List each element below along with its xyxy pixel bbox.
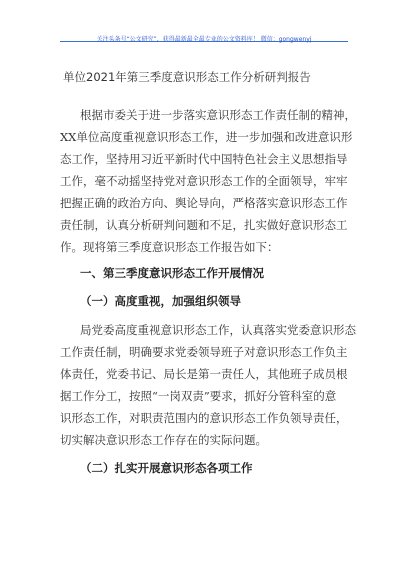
header-banner — [60, 26, 348, 42]
paragraph-line: 责任制，认真分析研判问题和不足，扎实做好意识形态工 — [60, 218, 348, 232]
paragraph-line: 态工作，坚持用习近平新时代中国特色社会主义思想指导 — [60, 152, 348, 166]
paragraph-line: 根据市委关于进一步落实意识形态工作责任制的精神， — [80, 108, 356, 122]
subsection-heading: （二）扎实开展意识形态各项工作 — [80, 461, 253, 475]
paragraph-line: 作。现将第三季度意识形态工作报告如下： — [60, 240, 279, 254]
paragraph-line: 体责任，党委书记、局长是第一责任人，其他班子成员根 — [60, 367, 348, 381]
paragraph-line: 工作责任制，明确要求党委领导班子对意识形态工作负主 — [60, 345, 348, 359]
subsection-heading: （一）高度重视，加强组织领导 — [80, 294, 241, 308]
paragraph-line: XX单位高度重视意识形态工作，进一步加强和改进意识形 — [60, 130, 353, 144]
paragraph-line: 识形态工作，对职责范围内的意识形态工作负领导责任， — [60, 411, 348, 425]
paragraph-line: 局党委高度重视意识形态工作，认真落实党委意识形态 — [80, 323, 356, 337]
document-title: 单位2021年第三季度意识形态工作分析研判报告 — [63, 70, 311, 84]
paragraph-line: 工作，毫不动摇坚持党对意识形态工作的全面领导，牢牢 — [60, 174, 348, 188]
banner-text: 关注头条号“公文研究”，获得最新最全最专业的公文资料库！ 微信：gongwenyj — [96, 36, 312, 43]
section-heading: 一、第三季度意识形态工作开展情况 — [80, 266, 264, 280]
paragraph-line: 切实解决意识形态工作存在的实际问题。 — [60, 433, 267, 447]
paragraph-line: 把握正确的政治方向、舆论导向，严格落实意识形态工作 — [60, 196, 348, 210]
paragraph-line: 据工作分工，按照“一岗双责”要求，抓好分管科室的意 — [60, 389, 337, 403]
